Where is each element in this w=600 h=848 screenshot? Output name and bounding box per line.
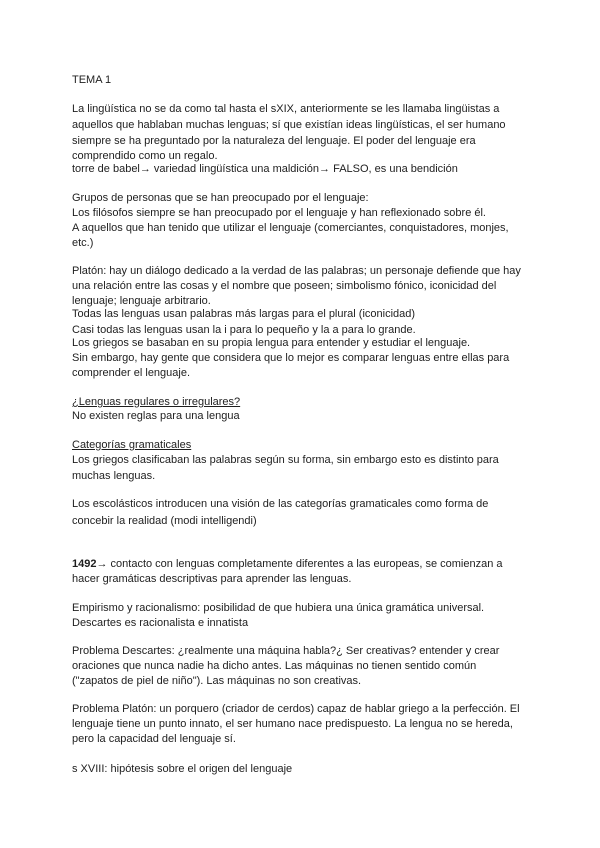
contact-line-1-text: → contacto con lenguas completamente diferentes a las europeas, se comienzan a — [96, 558, 503, 570]
intro-line-1: La lingüística no se da como tal hasta el sXIX, anteriormente se les llamaba lingüistas a — [72, 103, 500, 115]
groups-line-3: A aquellos que han tenido que utilizar el lenguaje (comerciantes, conquistadores, monjes, — [72, 222, 509, 234]
plato-line-1: Platón: hay un diálogo dedicado a la verdad de las palabras; un personaje defiende que hay — [72, 265, 521, 277]
categories-line-1: Los griegos clasificaban las palabras según su forma, sin embargo esto es distinto para — [72, 454, 499, 466]
intro-line-4: comprendido como un regalo. — [72, 150, 218, 162]
plato-line-4: Todas las lenguas usan palabras más largas para el plural (iconicidad) — [72, 308, 416, 320]
origin-line-1: s XVIII: hipótesis sobre el origen del lenguaje — [72, 763, 293, 775]
plato-problem-line-2: lenguaje tiene un punto innato, el ser humano nace predispuesto. La lengua no se hereda, — [72, 718, 513, 730]
empiricism-line-2: Descartes es racionalista e innatista — [72, 617, 249, 629]
descartes-line-1: Problema Descartes: ¿realmente una máquina habla?¿ Ser creativas? entender y crear — [72, 645, 500, 657]
categories-line-4: concebir la realidad (modi intelligendi) — [72, 515, 257, 527]
intro-line-5: torre de babel→ variedad lingüística una maldición→ FALSO, es una bendición — [72, 163, 458, 175]
document-title: TEMA 1 — [72, 74, 112, 86]
contact-year: 1492 — [72, 558, 97, 570]
categories-heading: Categorías gramaticales — [72, 439, 192, 451]
categories-line-3: Los escolásticos introducen una visión de las categorías gramaticales como forma de — [72, 498, 489, 510]
plato-line-5: Casi todas las lenguas usan la i para lo pequeño y la a para lo grande. — [72, 324, 416, 336]
descartes-line-3: ("zapatos de piel de niño"). Las máquinas no son creativas. — [72, 675, 362, 687]
plato-line-7: Sin embargo, hay gente que considera que lo mejor es comparar lenguas entre ellas para — [72, 352, 510, 364]
regular-heading: ¿Lenguas regulares o irregulares? — [72, 396, 241, 408]
groups-line-1: Grupos de personas que se han preocupado por el lenguaje: — [72, 192, 369, 204]
plato-problem-line-3: pero la capacidad del lenguaje sí. — [72, 733, 236, 745]
intro-line-2: aquellos que hablaban muchas lenguas; sí que existían ideas lingüísticas, el ser humano — [72, 119, 506, 131]
empiricism-line-1: Empirismo y racionalismo: posibilidad de que hubiera una única gramática universal. — [72, 602, 485, 614]
categories-line-2: muchas lenguas. — [72, 470, 156, 482]
contact-line-1 — [72, 556, 503, 572]
regular-line-1: No existen reglas para una lengua — [72, 410, 240, 422]
plato-line-2: una relación entre las cosas y el nombre que poseen; simbolismo fónico, iconicidad del — [72, 280, 497, 292]
plato-problem-line-1: Problema Platón: un porquero (criador de cerdos) capaz de hablar griego a la perfección. El — [72, 703, 520, 715]
plato-line-3: lenguaje; lenguaje arbitrario. — [72, 295, 211, 307]
descartes-line-2: oraciones que nunca nadie ha dicho antes. Las máquinas no tienen sentido común — [72, 660, 477, 672]
groups-line-2: Los filósofos siempre se han preocupado por el lenguaje y han reflexionado sobre él. — [72, 207, 486, 219]
plato-line-8: comprender el lenguaje. — [72, 367, 191, 379]
groups-line-4: etc.) — [72, 237, 94, 249]
plato-line-6: Los griegos se basaban en su propia lengua para entender y estudiar el lenguaje. — [72, 337, 471, 349]
contact-line-2: hacer gramáticas descriptivas para aprender las lenguas. — [72, 573, 352, 585]
intro-line-3: siempre se ha preguntado por la naturaleza del lenguaje. El poder del lenguaje era — [72, 135, 476, 147]
